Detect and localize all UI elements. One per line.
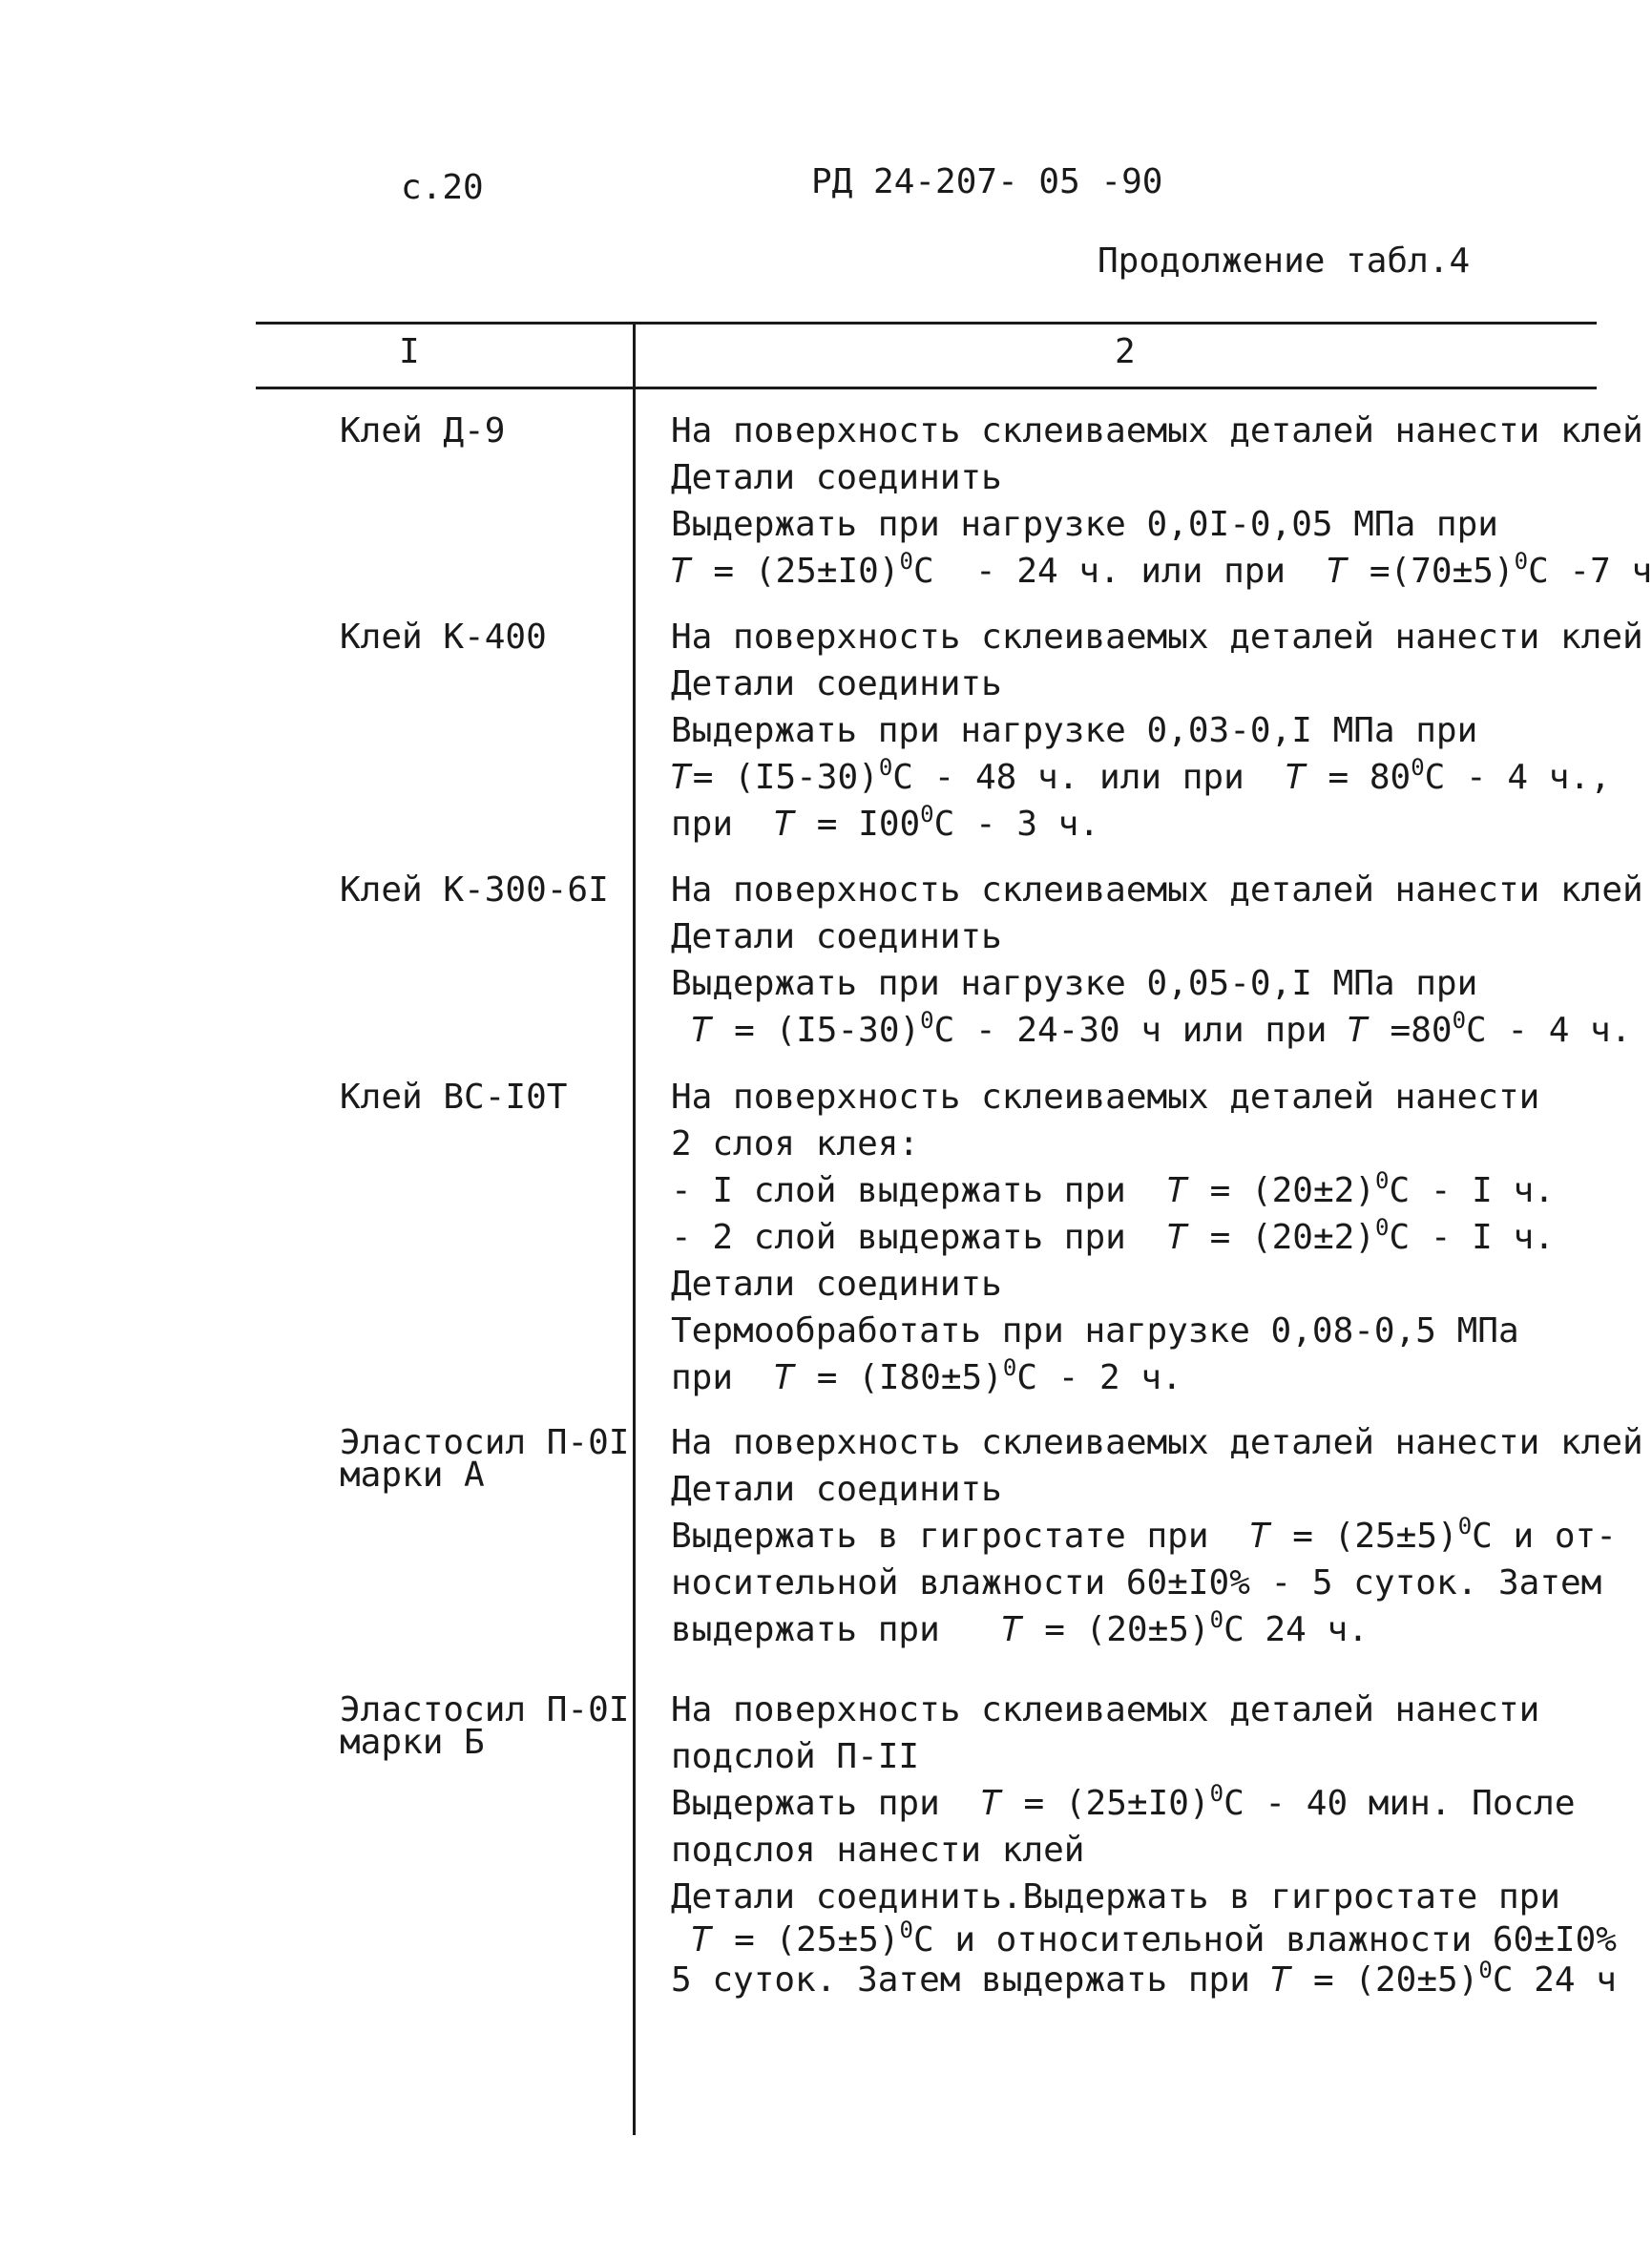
- text-segment: ±: [1416, 1960, 1438, 2000]
- text-segment: I0%: [1554, 1920, 1617, 1959]
- material-name: Клей К-400: [340, 618, 547, 657]
- procedure-line: Детали соединить: [671, 458, 1002, 497]
- text-segment: 5): [1416, 1517, 1458, 1556]
- text-segment: C 24 ч: [1492, 1960, 1617, 2000]
- text-segment: Выдержать в гигростате при 𝑇 = (25: [671, 1517, 1396, 1556]
- procedure-line: Выдержать при нагрузке 0,03-0,I МПа при: [671, 711, 1478, 750]
- text-segment: ±: [1452, 552, 1474, 591]
- column-header-1: I: [399, 332, 420, 371]
- text-segment: Выдержать при 𝑇 = (25: [671, 1784, 1127, 1823]
- table-column-divider: [633, 322, 636, 2135]
- degree-superscript: 0: [1209, 1606, 1224, 1633]
- text-segment: C и относительной влажности 60: [912, 1920, 1535, 1959]
- material-name: Эластосил П-0I: [340, 1423, 630, 1462]
- text-segment: C - 24-30 ч или при 𝑇 =80: [933, 1011, 1453, 1050]
- degree-superscript: 0: [1375, 1214, 1390, 1241]
- text-segment: 𝑇 = (25: [671, 552, 817, 591]
- text-segment: выдержать при 𝑇 = (20: [671, 1610, 1148, 1649]
- text-segment: C - 24 ч. или при 𝑇 =(70: [912, 552, 1453, 591]
- table-top-border: [256, 322, 1597, 325]
- text-segment: носительной влажности 60: [671, 1563, 1168, 1603]
- degree-superscript: 0: [878, 754, 893, 781]
- procedure-line: [671, 1354, 1182, 1401]
- text-segment: - 2 слой выдержать при 𝑇 = (20: [671, 1218, 1313, 1257]
- degree-superscript: 0: [1457, 1513, 1473, 1540]
- text-segment: C - 48 ч. или при 𝑇 = 80: [892, 758, 1412, 797]
- degree-superscript: 0: [1452, 1007, 1467, 1034]
- procedure-line: 2 слоя клея:: [671, 1124, 920, 1163]
- procedure-line: Детали соединить.Выдержать в гигростате при: [671, 1877, 1560, 1917]
- procedure-line: Детали соединить: [671, 1265, 1002, 1304]
- procedure-line: [671, 1007, 1631, 1054]
- text-segment: 5): [1437, 1960, 1479, 2000]
- procedure-line: Детали соединить: [671, 664, 1002, 703]
- text-segment: ±: [1312, 1218, 1334, 1257]
- text-segment: C и от-: [1472, 1517, 1617, 1556]
- text-segment: - I слой выдержать при 𝑇 = (20: [671, 1171, 1313, 1210]
- text-segment: I0% - 5 суток. Затем: [1187, 1563, 1602, 1603]
- text-segment: при 𝑇 = (I80: [671, 1358, 941, 1397]
- procedure-line: Термообработать при нагрузке 0,08-0,5 МПа: [671, 1311, 1519, 1351]
- procedure-line: [671, 754, 1611, 801]
- procedure-line: подслоя нанести клей: [671, 1831, 1085, 1870]
- text-segment: C - 3 ч.: [933, 805, 1100, 844]
- material-name: марки А: [340, 1456, 485, 1495]
- text-segment: ±: [816, 552, 838, 591]
- procedure-line: На поверхность склеиваемых деталей нанести клей: [671, 411, 1643, 451]
- text-segment: 5): [1168, 1610, 1210, 1649]
- procedure-line: [671, 1214, 1555, 1261]
- column-header-2: 2: [1115, 332, 1136, 371]
- text-segment: C - I ч.: [1389, 1171, 1555, 1210]
- material-name: марки Б: [340, 1723, 485, 1762]
- procedure-line: На поверхность склеиваемых деталей нанести клей: [671, 870, 1643, 910]
- procedure-line: подслой П-II: [671, 1737, 920, 1776]
- text-segment: 2): [1333, 1171, 1376, 1210]
- degree-superscript: 0: [1411, 754, 1425, 781]
- text-segment: C - 2 ч.: [1016, 1358, 1182, 1397]
- text-segment: 5): [1473, 552, 1515, 591]
- text-segment: C -7 ч: [1528, 552, 1652, 591]
- degree-superscript: 0: [1002, 1354, 1017, 1381]
- text-segment: 5 суток. Затем выдержать при 𝑇 = (20: [671, 1960, 1417, 2000]
- degree-superscript: 0: [1478, 1957, 1493, 1983]
- text-segment: 5): [961, 1358, 1003, 1397]
- text-segment: C 24 ч.: [1223, 1610, 1369, 1649]
- material-name: Клей Д-9: [340, 411, 506, 451]
- text-segment: ±: [1534, 1920, 1555, 1959]
- text-segment: I0): [1147, 1784, 1210, 1823]
- text-segment: C - 40 мин. После: [1223, 1784, 1576, 1823]
- procedure-line: [671, 1780, 1576, 1827]
- text-segment: ±: [1167, 1563, 1188, 1603]
- text-segment: ±: [1147, 1610, 1169, 1649]
- procedure-line: Выдержать при нагрузке 0,0I-0,05 МПа при: [671, 505, 1498, 544]
- text-segment: при 𝑇 = I00: [671, 805, 921, 844]
- degree-superscript: 0: [899, 1917, 913, 1943]
- text-segment: ±: [940, 1358, 962, 1397]
- table-header-divider: [256, 387, 1597, 389]
- procedure-line: [671, 1167, 1555, 1214]
- degree-superscript: 0: [1209, 1780, 1224, 1807]
- procedure-line: [671, 801, 1099, 848]
- degree-superscript: 0: [1514, 548, 1529, 575]
- procedure-line: [671, 1957, 1617, 2003]
- procedure-line: Выдержать при нагрузке 0,05-0,I МПа при: [671, 964, 1478, 1003]
- degree-superscript: 0: [1375, 1167, 1390, 1194]
- text-segment: 𝑇 = (25: [671, 1920, 838, 1959]
- text-segment: 𝑇= (I5-30): [671, 758, 879, 797]
- procedure-line: [671, 1606, 1369, 1653]
- degree-superscript: 0: [899, 548, 913, 575]
- procedure-line: [671, 1560, 1601, 1606]
- text-segment: ±: [1126, 1784, 1148, 1823]
- procedure-line: Детали соединить: [671, 917, 1002, 956]
- material-name: Клей К-300-6I: [340, 870, 609, 910]
- procedure-line: [671, 1513, 1617, 1560]
- text-segment: C - 4 ч.,: [1424, 758, 1611, 797]
- text-segment: 5): [858, 1920, 900, 1959]
- text-segment: ±: [837, 1920, 859, 1959]
- text-segment: I0): [837, 552, 900, 591]
- table-caption: Продолжение табл.4: [1098, 241, 1471, 281]
- procedure-line: На поверхность склеиваемых деталей нанести: [671, 1078, 1540, 1117]
- degree-superscript: 0: [920, 1007, 934, 1034]
- procedure-line: На поверхность склеиваемых деталей нанести клей: [671, 1423, 1643, 1462]
- procedure-line: На поверхность склеиваемых деталей нанести: [671, 1690, 1540, 1729]
- page-number: с.20: [401, 168, 484, 207]
- material-name: Клей ВС-I0Т: [340, 1078, 568, 1117]
- document-code: РД 24-207- 05 -90: [811, 162, 1163, 201]
- procedure-line: На поверхность склеиваемых деталей нанести клей: [671, 618, 1643, 657]
- text-segment: C - I ч.: [1389, 1218, 1555, 1257]
- text-segment: ±: [1312, 1171, 1334, 1210]
- degree-superscript: 0: [920, 801, 934, 828]
- procedure-line: Детали соединить: [671, 1470, 1002, 1509]
- material-name: Эластосил П-0I: [340, 1690, 630, 1729]
- text-segment: 2): [1333, 1218, 1376, 1257]
- procedure-line: [671, 548, 1652, 595]
- text-segment: 𝑇 = (I5-30): [671, 1011, 921, 1050]
- text-segment: C - 4 ч.: [1466, 1011, 1632, 1050]
- text-segment: ±: [1395, 1517, 1417, 1556]
